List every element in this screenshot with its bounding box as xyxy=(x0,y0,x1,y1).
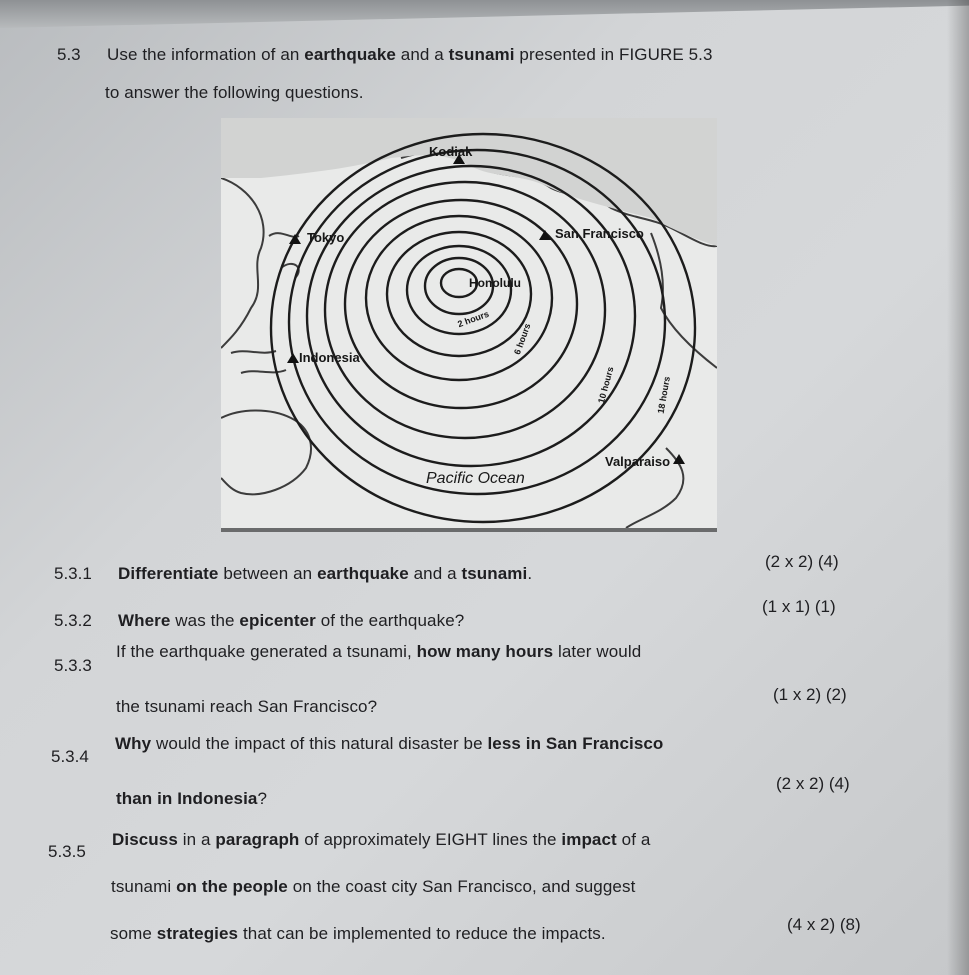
question-number: 5.3 xyxy=(57,45,81,64)
map-label-valparaiso: Valparaiso xyxy=(605,454,671,469)
map-label-san-francisco: San Francisco xyxy=(555,226,644,241)
map-label-indonesia: Indonesia xyxy=(299,350,360,365)
north-america-coastline xyxy=(651,233,717,368)
subquestion-text: If the earthquake generated a tsunami, how many hours later would xyxy=(116,642,642,661)
subquestion-marks: (4 x 2) (8) xyxy=(787,915,861,934)
asia-coastline xyxy=(221,178,264,348)
subquestion-number: 5.3.2 xyxy=(54,611,92,630)
page-fold-shadow xyxy=(947,0,969,975)
subquestion-number: 5.3.4 xyxy=(51,747,89,766)
page-top-edge xyxy=(0,0,969,28)
subquestion-text-line2: the tsunami reach San Francisco? xyxy=(116,697,378,716)
subquestion-marks: (1 x 1) (1) xyxy=(762,597,836,616)
map-label-honolulu: Honolulu xyxy=(469,276,521,290)
tsunami-map-figure xyxy=(221,118,717,532)
subquestion-text: Discuss in a paragraph of approximately EIGHT lines the impact of a xyxy=(112,830,651,849)
subquestion-text: Where was the epicenter of the earthquake? xyxy=(118,611,465,630)
map-label-kodiak: Kodiak xyxy=(429,144,473,159)
map-label-hours-d: 18 hours xyxy=(655,375,672,415)
subquestion-number: 5.3.1 xyxy=(54,564,92,583)
subquestion-number: 5.3.3 xyxy=(54,656,92,675)
subquestion-text-line3: some strategies that can be implemented to reduce the impacts. xyxy=(110,924,606,943)
map-label-hours-a: 2 hours xyxy=(456,308,491,330)
subquestion-text-line2: tsunami on the people on the coast city San Francisco, and suggest xyxy=(111,877,636,896)
map-label-hours-c: 10 hours xyxy=(596,365,616,405)
subquestion-marks: (2 x 2) (4) xyxy=(776,774,850,793)
map-label-hours-b: 6 hours xyxy=(511,322,533,356)
subquestion-number: 5.3.5 xyxy=(48,842,86,861)
subquestion-text-line2: than in Indonesia? xyxy=(116,789,268,808)
indonesia-islands xyxy=(231,351,286,373)
map-label-pacific-ocean: Pacific Ocean xyxy=(426,470,525,487)
subquestion-text: Why would the impact of this natural disaster be less in San Francisco xyxy=(115,734,664,753)
subquestion-marks: (2 x 2) (4) xyxy=(765,552,839,571)
map-label-tokyo: Tokyo xyxy=(307,230,345,245)
subquestion-text: Differentiate between an earthquake and a tsunami. xyxy=(118,564,533,583)
question-intro-line2: to answer the following questions. xyxy=(105,83,364,102)
question-intro-line1: Use the information of an earthquake and a tsunami presented in FIGURE 5.3 xyxy=(107,45,713,64)
subquestion-marks: (1 x 2) (2) xyxy=(773,685,847,704)
indonesia-marker xyxy=(287,353,299,363)
